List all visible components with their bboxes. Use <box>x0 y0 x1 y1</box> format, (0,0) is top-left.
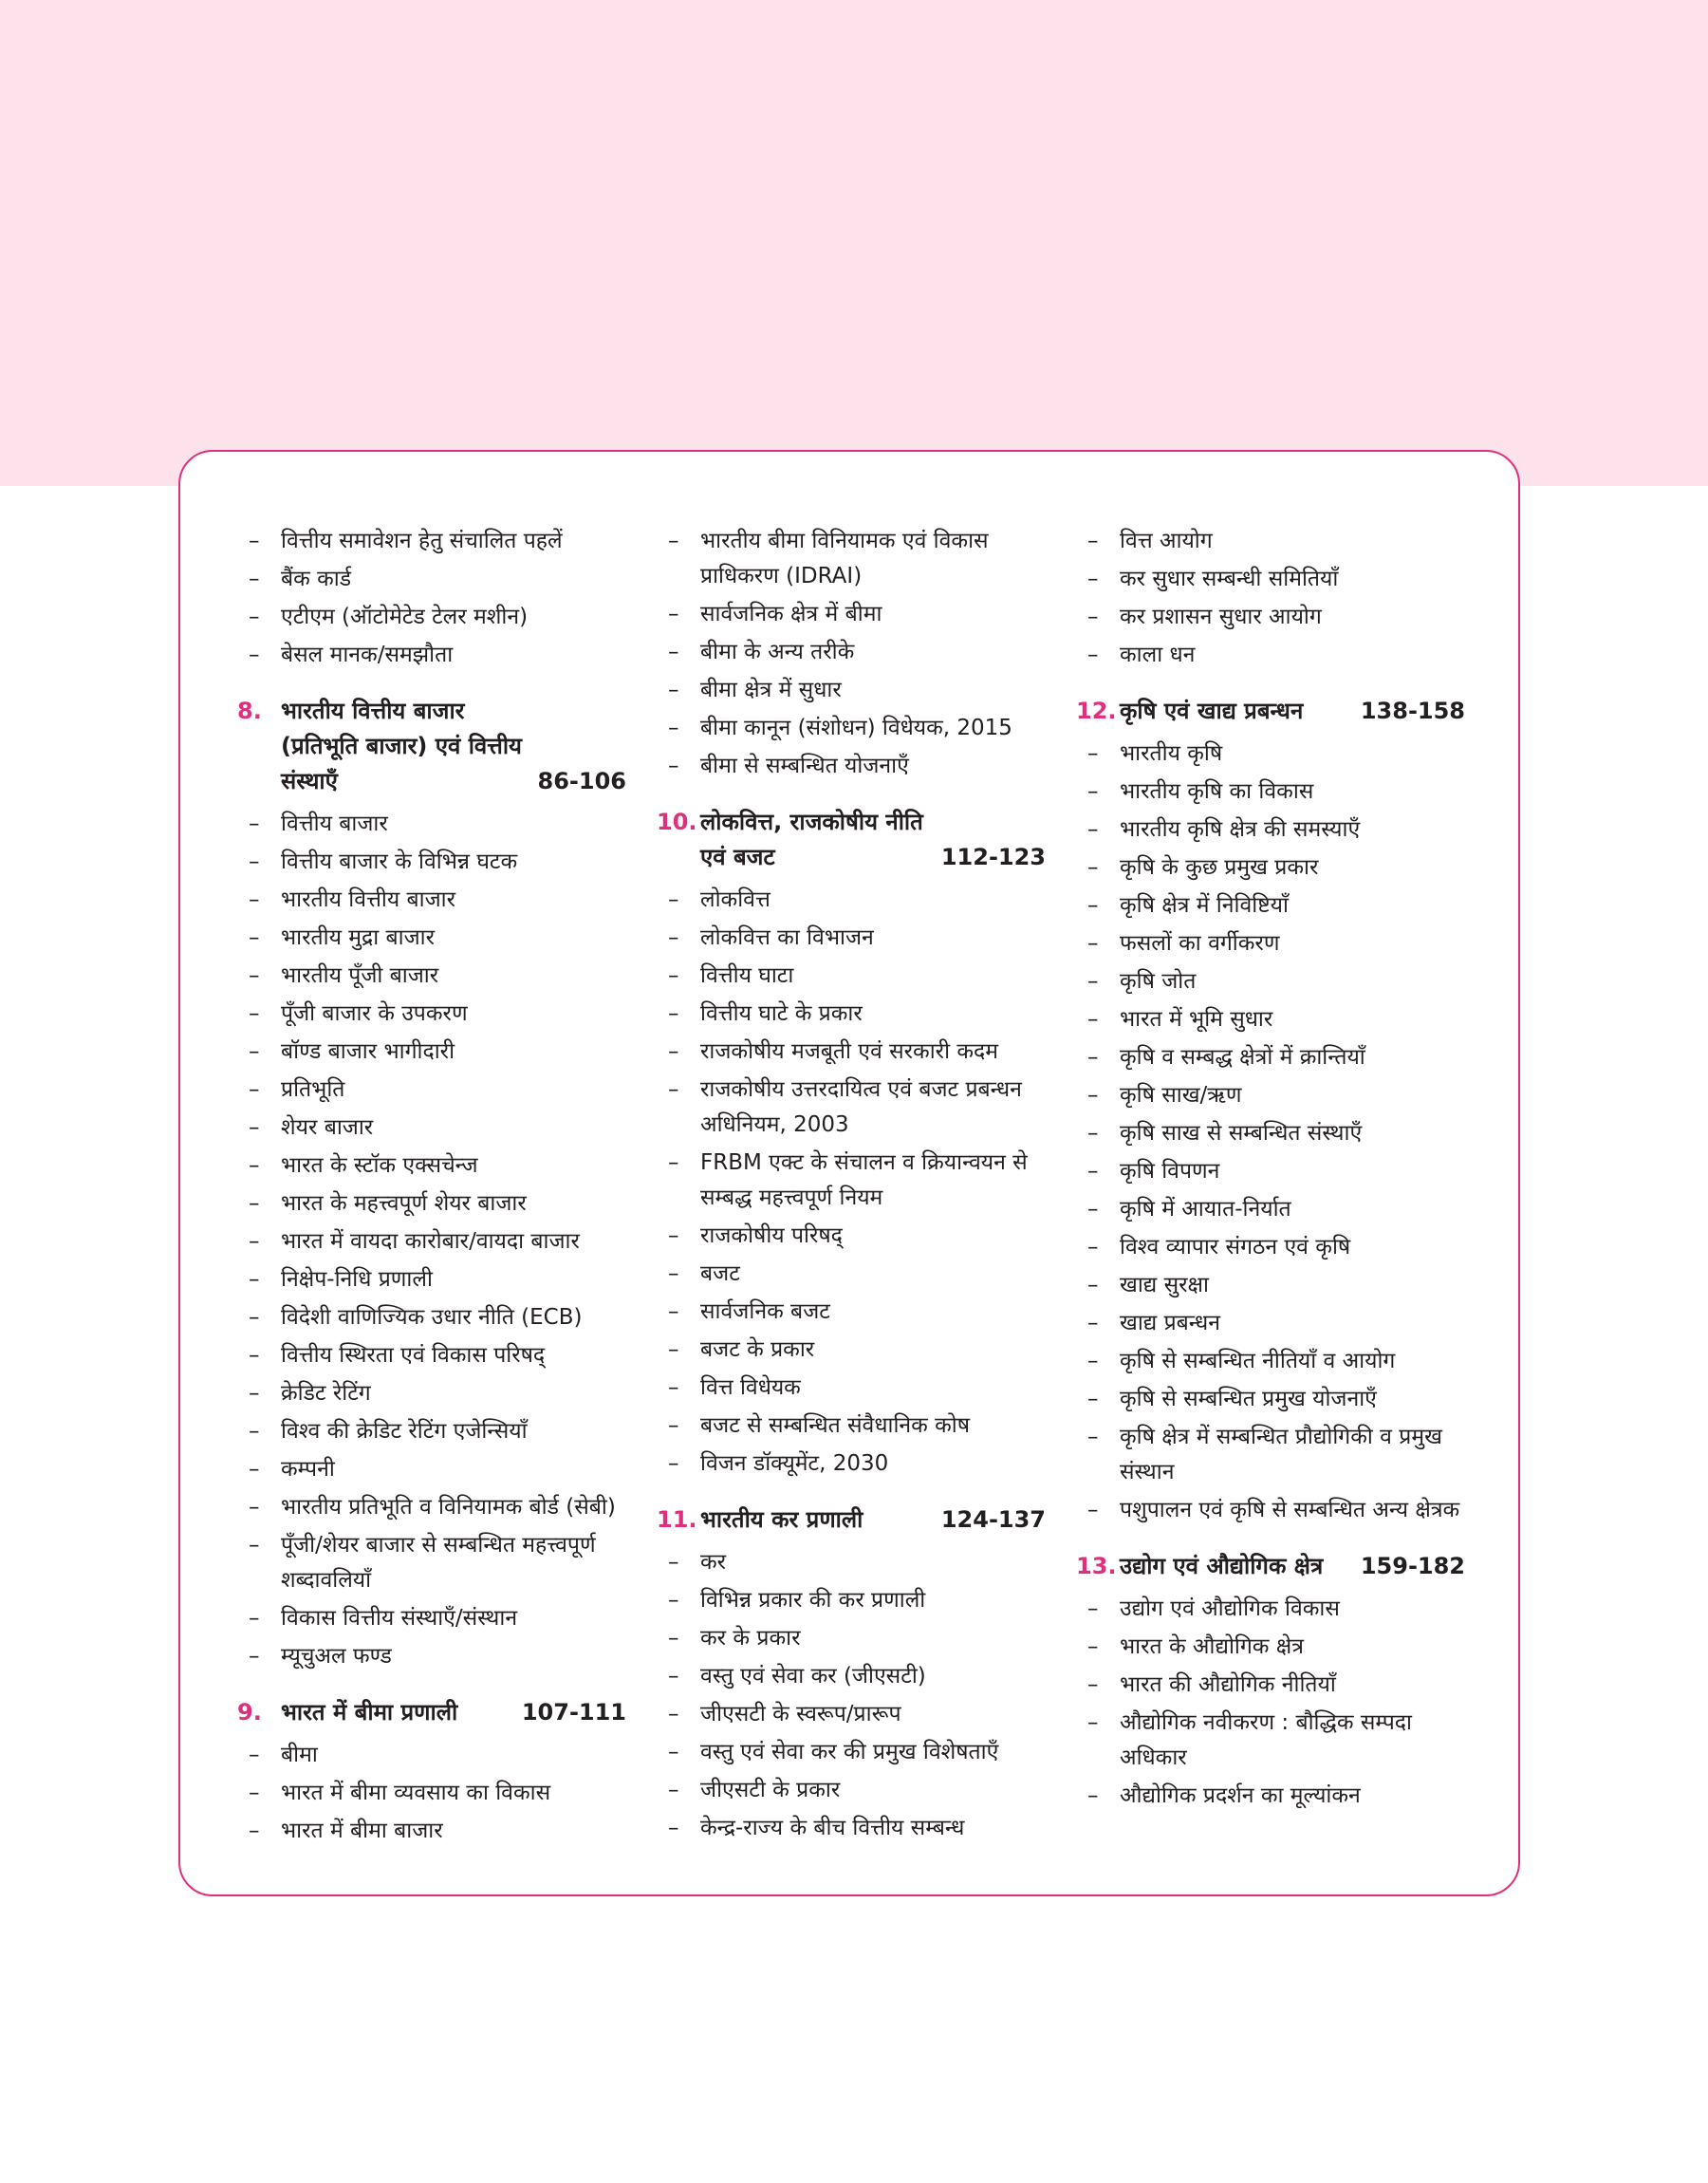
bullet-dash: – <box>668 1664 679 1689</box>
contents-item-text: बेसल मानक/समझौता <box>281 643 454 667</box>
bullet-dash: – <box>668 925 679 950</box>
chapter-title: भारत में बीमा प्रणाली <box>281 1699 458 1726</box>
bullet-dash: – <box>249 1381 260 1406</box>
bullet-dash: – <box>668 1451 679 1476</box>
contents-item-text: भारतीय पूँजी बाजार <box>281 963 439 988</box>
contents-item-text: विभिन्न प्रकार की कर प्रणाली <box>700 1588 926 1613</box>
contents-item-text: भारतीय मुद्रा बाजार <box>281 925 436 950</box>
contents-item[interactable] <box>657 1219 1055 1254</box>
contents-item-text: पशुपालन एवं कृषि से सम्बन्धित अन्य क्षेत्रक <box>1120 1498 1460 1522</box>
bullet-dash: – <box>249 1343 260 1368</box>
contents-item[interactable] <box>237 997 636 1032</box>
bullet-dash: – <box>668 602 679 626</box>
bullet-dash: – <box>1087 1235 1099 1259</box>
contents-item-text: कृषि से सम्बन्धित नीतियाँ व आयोग <box>1120 1349 1396 1373</box>
contents-item[interactable] <box>657 597 1055 632</box>
bullet-dash: – <box>668 640 679 664</box>
chapter-heading[interactable] <box>1076 1549 1475 1584</box>
contents-item[interactable] <box>657 1146 1055 1216</box>
contents-item-text: कृषि विपणन <box>1120 1159 1220 1184</box>
bullet-dash: – <box>668 1740 679 1764</box>
contents-item[interactable] <box>1076 850 1475 886</box>
contents-item-text: बीमा <box>281 1743 318 1767</box>
contents-item[interactable] <box>1076 1630 1475 1665</box>
contents-item[interactable] <box>237 1338 636 1373</box>
contents-item-text: वित्तीय बाजार <box>281 812 388 836</box>
contents-item-text: राजकोषीय उत्तरदायित्व एवं बजट प्रबन्धन अधिनियम, 2003 <box>700 1077 1022 1137</box>
contents-item-text: म्यूचुअल फण्ड <box>281 1644 392 1669</box>
chapter-title: भारतीय वित्तीय बाजार (प्रतिभूति बाजार) एवं वित्तीय संस्थाएँ <box>281 698 522 794</box>
bullet-dash: – <box>1087 605 1099 629</box>
bullet-dash: – <box>1087 1045 1099 1070</box>
contents-item[interactable] <box>1076 1382 1475 1417</box>
contents-item[interactable] <box>237 1414 636 1449</box>
contents-item[interactable] <box>1076 1420 1475 1490</box>
bullet-dash: – <box>668 1816 679 1840</box>
chapter-heading[interactable] <box>237 1695 636 1730</box>
contents-item[interactable] <box>657 1811 1055 1846</box>
contents-item[interactable] <box>237 959 636 994</box>
chapter-heading[interactable] <box>657 805 1055 875</box>
contents-item[interactable] <box>657 1295 1055 1330</box>
contents-item-text: भारत के औद्योगिक क्षेत्र <box>1120 1634 1304 1659</box>
contents-item-text: बैंक कार्ड <box>281 567 352 591</box>
bullet-dash: – <box>1087 855 1099 880</box>
contents-item-text: वस्तु एवं सेवा कर की प्रमुख विशेषताएँ <box>700 1740 999 1764</box>
bullet-dash: – <box>249 1191 260 1216</box>
contents-item[interactable] <box>237 1073 636 1108</box>
contents-item[interactable] <box>657 883 1055 918</box>
contents-item[interactable] <box>237 1490 636 1525</box>
contents-item[interactable] <box>657 1773 1055 1808</box>
bullet-dash: – <box>249 1606 260 1631</box>
bullet-dash: – <box>1087 1197 1099 1222</box>
bullet-dash: – <box>668 1702 679 1726</box>
contents-item-text: कृषि व सम्बद्ध क्षेत्रों में क्रान्तियाँ <box>1120 1045 1365 1070</box>
bullet-dash: – <box>668 1299 679 1324</box>
bullet-dash: – <box>249 605 260 629</box>
contents-item-text: वित्तीय घाटा <box>700 963 794 988</box>
contents-item-text: लोकवित्त <box>700 887 770 912</box>
contents-item-text: विश्व व्यापार संगठन एवं कृषि <box>1120 1235 1351 1259</box>
contents-item-text: वस्तु एवं सेवा कर (जीएसटी) <box>700 1664 926 1689</box>
contents-item-text: वित्तीय समावेशन हेतु संचालित पहलें <box>281 529 563 553</box>
contents-item[interactable] <box>237 1376 636 1411</box>
contents-item-text: क्रेडिट रेटिंग <box>281 1381 371 1406</box>
bullet-dash: – <box>1087 1083 1099 1108</box>
bullet-dash: – <box>1087 1425 1099 1449</box>
bullet-dash: – <box>249 1039 260 1064</box>
contents-item[interactable] <box>1076 1154 1475 1189</box>
contents-item[interactable] <box>1076 1230 1475 1265</box>
chapter-pages: 107-111 <box>521 1699 626 1726</box>
contents-item[interactable] <box>657 635 1055 670</box>
bullet-dash: – <box>1087 1349 1099 1373</box>
contents-item-text: राजकोषीय परिषद् <box>700 1223 843 1248</box>
contents-item[interactable] <box>1076 1116 1475 1151</box>
contents-item[interactable] <box>1076 1668 1475 1703</box>
contents-item-text: निक्षेप-निधि प्रणाली <box>281 1267 433 1292</box>
contents-item[interactable] <box>1076 926 1475 961</box>
bullet-dash: – <box>668 887 679 912</box>
contents-item[interactable] <box>657 1697 1055 1732</box>
contents-item[interactable] <box>657 1446 1055 1482</box>
contents-item[interactable] <box>1076 1592 1475 1627</box>
contents-item-text: बीमा कानून (संशोधन) विधेयक, 2015 <box>700 716 1012 740</box>
contents-item[interactable] <box>237 1186 636 1222</box>
bullet-dash: – <box>249 1644 260 1669</box>
contents-item-text: खाद्य सुरक्षा <box>1120 1273 1209 1297</box>
contents-item[interactable] <box>237 638 636 673</box>
contents-item-text: बजट <box>700 1261 740 1286</box>
contents-item-text: भारत में वायदा कारोबार/वायदा बाजार <box>281 1229 580 1254</box>
contents-item-text: कर सुधार सम्बन्धी समितियाँ <box>1120 567 1339 591</box>
chapter-number: 10. <box>657 809 697 835</box>
bullet-dash: – <box>249 849 260 874</box>
contents-item[interactable] <box>237 845 636 880</box>
header-band <box>0 0 1708 486</box>
bullet-dash: – <box>249 887 260 912</box>
bullet-dash: – <box>668 529 679 553</box>
bullet-dash: – <box>249 925 260 950</box>
contents-item-text: उद्योग एवं औद्योगिक विकास <box>1120 1596 1340 1621</box>
contents-item-text: कृषि क्षेत्र में निविष्टियाँ <box>1120 893 1289 918</box>
contents-item[interactable] <box>1076 964 1475 999</box>
bullet-dash: – <box>249 1267 260 1292</box>
contents-item[interactable] <box>237 1601 636 1636</box>
contents-item-text: कृषि साख से सम्बन्धित संस्थाएँ <box>1120 1121 1363 1146</box>
bullet-dash: – <box>668 1626 679 1651</box>
contents-item[interactable] <box>237 883 636 918</box>
contents-item[interactable] <box>237 562 636 597</box>
contents-item[interactable] <box>1076 1192 1475 1227</box>
contents-item[interactable] <box>657 959 1055 994</box>
contents-item[interactable] <box>237 807 636 842</box>
contents-item-text: भारतीय कृषि का विकास <box>1120 779 1314 804</box>
contents-item-text: कर के प्रकार <box>700 1626 801 1651</box>
bullet-dash: – <box>1087 969 1099 994</box>
bullet-dash: – <box>249 812 260 836</box>
contents-item-text: शेयर बाजार <box>281 1115 374 1140</box>
bullet-dash: – <box>1087 1311 1099 1335</box>
contents-item-text: भारतीय प्रतिभूति व विनियामक बोर्ड (सेबी) <box>281 1495 616 1520</box>
contents-item[interactable] <box>657 711 1055 746</box>
chapter-heading[interactable] <box>657 1502 1055 1538</box>
contents-item-text: कम्पनी <box>281 1457 335 1482</box>
bullet-dash: – <box>668 1588 679 1613</box>
contents-item-text: विजन डॉक्यूमेंट, 2030 <box>700 1451 889 1476</box>
bullet-dash: – <box>249 1457 260 1482</box>
bullet-dash: – <box>249 1743 260 1767</box>
bullet-dash: – <box>668 1375 679 1400</box>
bullet-dash: – <box>1087 1634 1099 1659</box>
contents-item[interactable] <box>237 1528 636 1598</box>
contents-item-text: बीमा क्षेत्र में सुधार <box>700 678 842 702</box>
contents-item-text: जीएसटी के प्रकार <box>700 1778 841 1802</box>
chapter-pages: 138-158 <box>1360 698 1465 724</box>
contents-item[interactable] <box>237 1110 636 1146</box>
bullet-dash: – <box>668 678 679 702</box>
chapter-title: उद्योग एवं औद्योगिक क्षेत्र <box>1120 1553 1324 1579</box>
contents-item[interactable] <box>237 1148 636 1184</box>
contents-item-text: बॉण्ड बाजार भागीदारी <box>281 1039 455 1064</box>
bullet-dash: – <box>668 716 679 740</box>
contents-item[interactable] <box>237 600 636 635</box>
contents-item-text: सार्वजनिक क्षेत्र में बीमा <box>700 602 882 626</box>
bullet-dash: – <box>249 1001 260 1026</box>
contents-item[interactable] <box>237 1639 636 1674</box>
contents-item-text: काला धन <box>1120 643 1196 667</box>
contents-item-text: कृषि में आयात-निर्यात <box>1120 1197 1291 1222</box>
contents-item-text: राजकोषीय मजबूती एवं सरकारी कदम <box>700 1039 998 1064</box>
contents-item-text: भारतीय कृषि क्षेत्र की समस्याएँ <box>1120 817 1361 842</box>
contents-item-text: केन्द्र-राज्य के बीच वित्तीय सम्बन्ध <box>700 1816 965 1840</box>
contents-item[interactable] <box>1076 562 1475 597</box>
contents-item-text: वित्तीय घाटे के प्रकार <box>700 1001 863 1026</box>
contents-item-text: बीमा से सम्बन्धित योजनाएँ <box>700 754 909 778</box>
contents-item-text: भारतीय वित्तीय बाजार <box>281 887 456 912</box>
contents-item[interactable] <box>237 1262 636 1297</box>
bullet-dash: – <box>668 1778 679 1802</box>
contents-item[interactable] <box>657 1735 1055 1770</box>
bullet-dash: – <box>249 643 260 667</box>
chapter-title: लोकवित्त, राजकोषीय नीति एवं बजट <box>700 809 923 870</box>
contents-item[interactable] <box>1076 1493 1475 1528</box>
bullet-dash: – <box>1087 1498 1099 1522</box>
contents-item-text: भारत में बीमा व्यवसाय का विकास <box>281 1781 551 1805</box>
bullet-dash: – <box>249 1115 260 1140</box>
bullet-dash: – <box>668 1413 679 1438</box>
chapter-heading[interactable] <box>1076 694 1475 729</box>
contents-column-1 <box>237 524 636 1852</box>
contents-item-text: पूँजी बाजार के उपकरण <box>281 1001 468 1026</box>
contents-item[interactable] <box>237 524 636 559</box>
contents-item-text: भारत में भूमि सुधार <box>1120 1007 1273 1032</box>
contents-item[interactable] <box>237 1776 636 1811</box>
bullet-dash: – <box>1087 817 1099 842</box>
contents-item-text: भारत के महत्त्वपूर्ण शेयर बाजार <box>281 1191 527 1216</box>
contents-item[interactable] <box>1076 1040 1475 1075</box>
contents-item[interactable] <box>1076 812 1475 848</box>
contents-item-text: FRBM एक्ट के संचालन व क्रियान्वयन से सम्बद्ध महत्त्वपूर्ण नियम <box>700 1150 1028 1210</box>
contents-item[interactable] <box>237 1738 636 1773</box>
contents-item[interactable] <box>657 1035 1055 1070</box>
contents-item[interactable] <box>237 921 636 956</box>
contents-item[interactable] <box>657 673 1055 708</box>
bullet-dash: – <box>249 1533 260 1558</box>
contents-item-text: एटीएम (ऑटोमेटेड टेलर मशीन) <box>281 605 529 629</box>
contents-item-text: वित्तीय स्थिरता एवं विकास परिषद् <box>281 1343 546 1368</box>
contents-item[interactable] <box>657 1073 1055 1143</box>
contents-item-text: वित्त आयोग <box>1120 529 1213 553</box>
contents-item-text: कृषि जोत <box>1120 969 1197 994</box>
contents-item-text: औद्योगिक नवीकरण : बौद्धिक सम्पदा अधिकार <box>1120 1710 1412 1770</box>
contents-item-text: कर <box>700 1550 727 1575</box>
chapter-pages: 159-182 <box>1360 1553 1465 1579</box>
bullet-dash: – <box>1087 567 1099 591</box>
contents-item[interactable] <box>657 1659 1055 1694</box>
bullet-dash: – <box>249 1077 260 1102</box>
bullet-dash: – <box>249 963 260 988</box>
bullet-dash: – <box>668 1001 679 1026</box>
bullet-dash: – <box>1087 893 1099 918</box>
contents-item-text: खाद्य प्रबन्धन <box>1120 1311 1221 1335</box>
contents-item[interactable] <box>1076 524 1475 559</box>
bullet-dash: – <box>1087 1783 1099 1808</box>
bullet-dash: – <box>1087 1710 1099 1735</box>
contents-item-text: कृषि साख/ऋण <box>1120 1083 1242 1108</box>
contents-item[interactable] <box>1076 737 1475 772</box>
chapter-number: 13. <box>1076 1553 1117 1579</box>
chapter-number: 11. <box>657 1506 697 1533</box>
chapter-number: 12. <box>1076 698 1117 724</box>
contents-item[interactable] <box>1076 1078 1475 1113</box>
contents-column-3 <box>1076 524 1475 1817</box>
contents-item[interactable] <box>657 1545 1055 1580</box>
contents-item[interactable] <box>1076 638 1475 673</box>
bullet-dash: – <box>668 1550 679 1575</box>
contents-item[interactable] <box>237 1452 636 1487</box>
contents-item-text: बजट से सम्बन्धित संवैधानिक कोष <box>700 1413 971 1438</box>
contents-item[interactable] <box>657 1371 1055 1406</box>
bullet-dash: – <box>1087 1273 1099 1297</box>
bullet-dash: – <box>668 754 679 778</box>
contents-item-text: भारतीय बीमा विनियामक एवं विकास प्राधिकरण (IDRAI) <box>700 529 989 588</box>
chapter-heading[interactable] <box>237 694 636 799</box>
bullet-dash: – <box>668 1337 679 1362</box>
contents-item[interactable] <box>657 1621 1055 1656</box>
contents-item[interactable] <box>657 1583 1055 1618</box>
contents-item-text: फसलों का वर्गीकरण <box>1120 931 1280 956</box>
contents-item-text: कृषि के कुछ प्रमुख प्रकार <box>1120 855 1319 880</box>
contents-column-2 <box>657 524 1055 1849</box>
bullet-dash: – <box>1087 1121 1099 1146</box>
contents-item[interactable] <box>237 1035 636 1070</box>
chapter-pages: 124-137 <box>940 1506 1046 1533</box>
bullet-dash: – <box>249 1305 260 1330</box>
chapter-pages: 86-106 <box>537 768 626 794</box>
bullet-dash: – <box>1087 1672 1099 1697</box>
bullet-dash: – <box>1087 741 1099 766</box>
contents-item-text: लोकवित्त का विभाजन <box>700 925 874 950</box>
contents-item-text: बीमा के अन्य तरीके <box>700 640 855 664</box>
bullet-dash: – <box>1087 1159 1099 1184</box>
contents-item-text: पूँजी/शेयर बाजार से सम्बन्धित महत्त्वपूर्ण शब्दावलियाँ <box>281 1533 596 1593</box>
contents-item-text: वित्तीय बाजार के विभिन्न घटक <box>281 849 518 874</box>
contents-item[interactable] <box>237 1814 636 1849</box>
contents-item[interactable] <box>657 1409 1055 1444</box>
bullet-dash: – <box>1087 1596 1099 1621</box>
bullet-dash: – <box>249 1229 260 1254</box>
bullet-dash: – <box>249 1819 260 1843</box>
bullet-dash: – <box>1087 931 1099 956</box>
contents-item-text: वित्त विधेयक <box>700 1375 801 1400</box>
bullet-dash: – <box>249 529 260 553</box>
contents-item[interactable] <box>1076 600 1475 635</box>
contents-item-text: भारत के स्टॉक एक्सचेन्ज <box>281 1153 478 1178</box>
chapter-title: कृषि एवं खाद्य प्रबन्धन <box>1120 698 1304 724</box>
contents-item[interactable] <box>657 524 1055 594</box>
contents-item[interactable] <box>657 1257 1055 1292</box>
contents-item[interactable] <box>1076 1002 1475 1037</box>
chapter-number: 9. <box>237 1699 262 1726</box>
bullet-dash: – <box>249 1153 260 1178</box>
bullet-dash: – <box>1087 529 1099 553</box>
contents-item[interactable] <box>657 1333 1055 1368</box>
contents-item[interactable] <box>237 1224 636 1259</box>
contents-item-text: भारतीय कृषि <box>1120 741 1223 766</box>
chapter-title: भारतीय कर प्रणाली <box>700 1506 863 1533</box>
contents-item-text: विकास वित्तीय संस्थाएँ/संस्थान <box>281 1606 518 1631</box>
bullet-dash: – <box>1087 643 1099 667</box>
contents-item[interactable] <box>1076 1306 1475 1341</box>
contents-item[interactable] <box>657 997 1055 1032</box>
contents-item-text: कर प्रशासन सुधार आयोग <box>1120 605 1322 629</box>
contents-item-text: विश्व की क्रेडिट रेटिंग एजेन्सियाँ <box>281 1419 528 1444</box>
contents-item-text: सार्वजनिक बजट <box>700 1299 830 1324</box>
contents-item[interactable] <box>1076 774 1475 810</box>
bullet-dash: – <box>668 963 679 988</box>
contents-item-text: भारत की औद्योगिक नीतियाँ <box>1120 1672 1336 1697</box>
contents-item-text: औद्योगिक प्रदर्शन का मूल्यांकन <box>1120 1783 1361 1808</box>
bullet-dash: – <box>249 1495 260 1520</box>
contents-item-text: जीएसटी के स्वरूप/प्रारूप <box>700 1702 901 1726</box>
bullet-dash: – <box>1087 1007 1099 1032</box>
contents-item[interactable] <box>1076 1779 1475 1814</box>
contents-item[interactable] <box>1076 1268 1475 1303</box>
contents-item-text: भारत में बीमा बाजार <box>281 1819 443 1843</box>
contents-item-text: विदेशी वाणिज्यिक उधार नीति (ECB) <box>281 1305 583 1330</box>
contents-item[interactable] <box>657 749 1055 784</box>
chapter-pages: 112-123 <box>940 844 1046 870</box>
contents-item-text: कृषि से सम्बन्धित प्रमुख योजनाएँ <box>1120 1387 1377 1411</box>
contents-item-text: कृषि क्षेत्र में सम्बन्धित प्रौद्योगिकी व प्रमुख संस्थान <box>1120 1425 1442 1484</box>
contents-item[interactable] <box>1076 888 1475 924</box>
bullet-dash: – <box>1087 779 1099 804</box>
bullet-dash: – <box>668 1039 679 1064</box>
contents-item[interactable] <box>1076 1706 1475 1776</box>
contents-item[interactable] <box>1076 1344 1475 1379</box>
bullet-dash: – <box>1087 1387 1099 1411</box>
bullet-dash: – <box>668 1077 679 1102</box>
bullet-dash: – <box>249 1781 260 1805</box>
bullet-dash: – <box>668 1150 679 1175</box>
bullet-dash: – <box>249 567 260 591</box>
contents-item[interactable] <box>657 921 1055 956</box>
bullet-dash: – <box>668 1261 679 1286</box>
chapter-number: 8. <box>237 698 262 724</box>
contents-item-text: प्रतिभूति <box>281 1077 345 1102</box>
contents-item-text: बजट के प्रकार <box>700 1337 815 1362</box>
bullet-dash: – <box>249 1419 260 1444</box>
contents-item[interactable] <box>237 1300 636 1335</box>
bullet-dash: – <box>668 1223 679 1248</box>
